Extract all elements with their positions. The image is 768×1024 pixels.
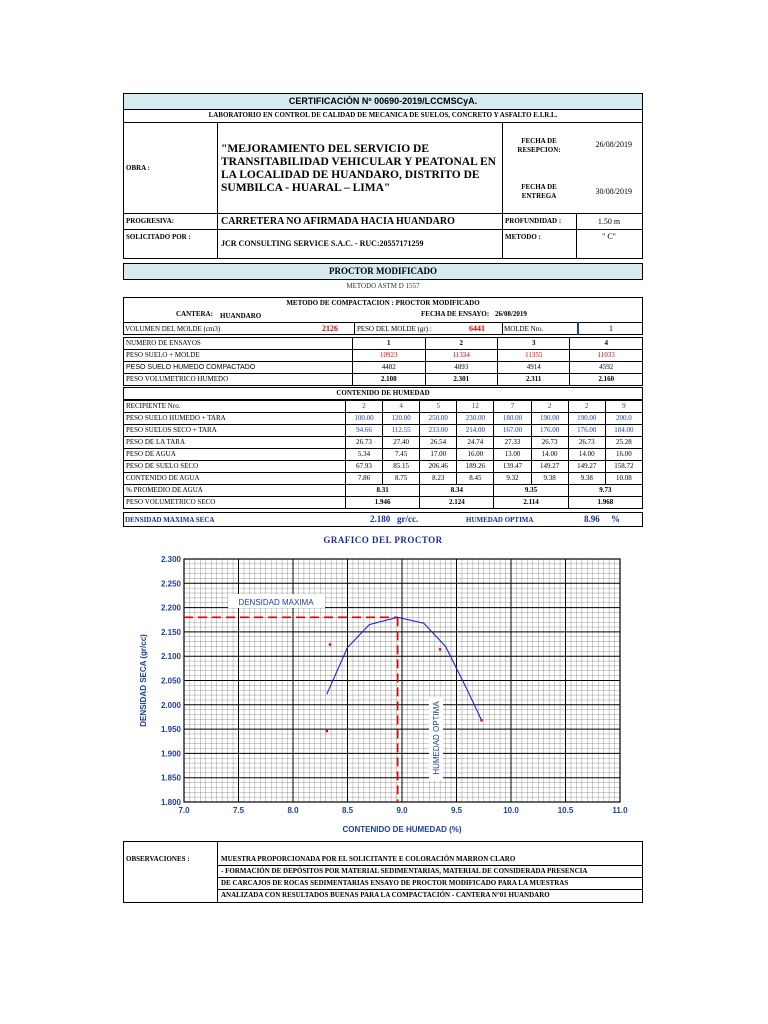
y-tick-label: 1.850 xyxy=(160,773,181,783)
row-label: % PROMEDIO DE AGUA xyxy=(124,485,346,497)
y-tick-label: 2.100 xyxy=(160,652,181,662)
table-cell: 2 xyxy=(425,338,497,350)
volumen-value: 2126 xyxy=(322,324,338,333)
density-table xyxy=(123,337,643,386)
table-row xyxy=(124,338,643,350)
humedad-optima-unit: % xyxy=(611,514,620,524)
table-cell: 10.08 xyxy=(605,473,642,485)
table-cell: 94.66 xyxy=(346,425,383,437)
data-point xyxy=(480,719,482,721)
table-cell: 16.00 xyxy=(457,449,494,461)
table-cell: 8.34 xyxy=(420,485,494,497)
proctor-title: PROCTOR MODIFICADO xyxy=(328,266,438,276)
table-cell: 11033 xyxy=(570,350,643,362)
y-tick-label: 2.250 xyxy=(160,579,181,589)
table-cell: 11334 xyxy=(425,350,497,362)
x-tick-label: 7.0 xyxy=(178,806,190,815)
table-cell: 149.27 xyxy=(568,461,605,473)
table-row xyxy=(124,449,643,461)
table-cell: 26.54 xyxy=(420,437,457,449)
table-cell: 139.47 xyxy=(494,461,531,473)
row-label: CONTENIDO DE AGUA xyxy=(124,473,346,485)
profundidad-label: PROFUNDIDAD : xyxy=(505,217,562,225)
table-row xyxy=(124,473,643,485)
table-cell: 7.86 xyxy=(346,473,383,485)
table-cell: 2.301 xyxy=(425,374,497,386)
table-row xyxy=(124,350,643,362)
y-tick-label: 2.050 xyxy=(160,676,181,686)
y-tick-label: 2.200 xyxy=(160,603,181,613)
table-cell: 120.00 xyxy=(383,413,420,425)
table-cell: 9.35 xyxy=(494,485,568,497)
y-tick-label: 2.300 xyxy=(160,555,181,564)
table-cell: 24.74 xyxy=(457,437,494,449)
densidad-maxima-value: 2.180 xyxy=(370,514,391,524)
proctor-chart xyxy=(0,540,768,840)
chart-title: GRAFICO DEL PROCTOR xyxy=(323,535,443,545)
obra-text: "MEJORAMIENTO DEL SERVICIO DE TRANSITABILIDAD VEHICULAR Y PEATONAL EN LA LOCALIDAD DE HUANDARO, DISTRITO DE SUMBILCA - HUARAL – LIMA" xyxy=(221,143,496,194)
table-cell: 190.00 xyxy=(531,413,568,425)
table-cell: 180.00 xyxy=(494,413,531,425)
table-cell: 27.40 xyxy=(383,437,420,449)
table-cell: 233.00 xyxy=(420,425,457,437)
table-cell: 9 xyxy=(605,401,642,413)
table-cell: 206.46 xyxy=(420,461,457,473)
table-cell: 1.968 xyxy=(568,497,642,509)
metodo-value: " C" xyxy=(602,232,616,241)
y-axis-label: DENSIDAD SECA (gr/cc) xyxy=(139,634,148,727)
table-cell: 14.00 xyxy=(531,449,568,461)
fecha-ensayo-value: 26/08/2019 xyxy=(495,310,527,318)
y-tick-label: 1.950 xyxy=(160,725,181,735)
y-tick-label: 1.900 xyxy=(160,749,181,759)
table-cell: 184.00 xyxy=(605,425,642,437)
observaciones-label: OBSERVACIONES : xyxy=(126,855,190,863)
table-cell: 9.32 xyxy=(494,473,531,485)
humedad-table xyxy=(123,400,643,509)
row-label: PESO SUELOS SECO + TARA xyxy=(124,425,346,437)
profundidad-value: 1.50 m xyxy=(597,217,621,226)
table-cell: 158.72 xyxy=(605,461,642,473)
humedad-optima-label: HUMEDAD OPTIMA xyxy=(466,516,534,524)
peso-molde-value: 6441 xyxy=(469,324,485,333)
table-cell: 4893 xyxy=(425,362,497,374)
fecha-ensayo-label: FECHA DE ENSAYO: xyxy=(421,310,490,318)
observacion-line-1: MUESTRA PROPORCIONADA POR EL SOLICITANTE E COLORACIÓN MARRON CLARO xyxy=(221,855,516,863)
table-row xyxy=(124,374,643,386)
table-cell: 1 xyxy=(353,338,425,350)
table-cell: 230.00 xyxy=(457,413,494,425)
densidad-maxima-unit: gr/cc. xyxy=(397,514,419,524)
data-point xyxy=(439,648,441,650)
observacion-line-3: DE CARCAJOS DE ROCAS SEDIMENTARIAS ENSAYO DE PROCTOR MODIFICADO PARA LA MUESTRAS xyxy=(221,879,569,887)
x-tick-label: 9.0 xyxy=(396,806,408,815)
solicitado-label: SOLICITADO POR : xyxy=(126,233,191,241)
table-cell: 8.31 xyxy=(346,485,420,497)
humedad-title: CONTENIDO DE HUMEDAD xyxy=(336,389,430,397)
observacion-line-4: ANALIZADA CON RESULTADOS BUENAS PARA LA COMPACTACIÓN - CANTERA N°01 HUANDARO xyxy=(221,891,550,899)
table-cell: 10923 xyxy=(353,350,425,362)
table-cell: 1.946 xyxy=(346,497,420,509)
table-cell: 189.26 xyxy=(457,461,494,473)
table-cell: 13.00 xyxy=(494,449,531,461)
table-cell: 112.55 xyxy=(383,425,420,437)
row-label: PESO DE AGUA xyxy=(124,449,346,461)
table-cell: 214.00 xyxy=(457,425,494,437)
x-tick-label: 10.5 xyxy=(557,806,574,815)
metodo-compactacion: METODO DE COMPACTACION : PROCTOR MODIFICADO xyxy=(286,299,480,307)
certificacion-title: CERTIFICACIÓN Nº 00690-2019/LCCMSCyA. xyxy=(288,96,478,106)
table-cell: 2.124 xyxy=(420,497,494,509)
table-cell: 190.00 xyxy=(568,413,605,425)
table-cell: 7.45 xyxy=(383,449,420,461)
table-cell: 8.45 xyxy=(457,473,494,485)
humedad-optima-value: 8.96 xyxy=(584,514,600,524)
table-cell: 26.73 xyxy=(531,437,568,449)
table-row xyxy=(124,401,643,413)
table-cell: 176.00 xyxy=(568,425,605,437)
metodo-astm: METODO ASTM D 1557 xyxy=(346,282,420,290)
table-cell: 85.15 xyxy=(383,461,420,473)
row-label: PESO DE LA TARA xyxy=(124,437,346,449)
table-cell: 26.73 xyxy=(346,437,383,449)
y-tick-label: 2.150 xyxy=(160,627,181,637)
table-cell: 149.27 xyxy=(531,461,568,473)
table-cell: 4 xyxy=(383,401,420,413)
table-cell: 4914 xyxy=(498,362,570,374)
x-tick-label: 8.5 xyxy=(341,806,354,815)
x-tick-label: 11.0 xyxy=(612,806,628,815)
table-row xyxy=(124,425,643,437)
table-cell: 25.28 xyxy=(605,437,642,449)
table-cell: 250.00 xyxy=(420,413,457,425)
table-cell: 9.38 xyxy=(531,473,568,485)
table-row xyxy=(124,485,643,497)
obra-label: OBRA : xyxy=(126,164,150,172)
cantera-value: HUANDARO xyxy=(220,312,262,320)
data-point xyxy=(326,730,328,732)
table-cell: 7 xyxy=(494,401,531,413)
table-cell: 2.160 xyxy=(570,374,643,386)
fecha-entrega-value: 30/08/2019 xyxy=(595,187,632,196)
table-cell: 67.93 xyxy=(346,461,383,473)
row-label: PESO VOLUMETRICO HUMEDO xyxy=(124,374,353,386)
volumen-label: VOLUMEN DEL MOLDE (cm3) xyxy=(125,325,221,333)
row-label: PESO VOLUMETRICO SECO xyxy=(124,497,346,509)
table-cell: 200.0 xyxy=(605,413,642,425)
table-cell: 8.23 xyxy=(420,473,457,485)
table-cell: 2 xyxy=(346,401,383,413)
table-row xyxy=(124,437,643,449)
table-cell: 14.00 xyxy=(568,449,605,461)
table-cell: 5.34 xyxy=(346,449,383,461)
table-cell: 12 xyxy=(457,401,494,413)
annotation-max-density: DENSIDAD MAXIMA xyxy=(238,598,314,607)
table-cell: 26.73 xyxy=(568,437,605,449)
table-row xyxy=(124,413,643,425)
table-cell: 17.00 xyxy=(420,449,457,461)
x-tick-label: 7.5 xyxy=(232,806,245,815)
metodo-label: METODO : xyxy=(505,233,541,241)
table-cell: 9.38 xyxy=(568,473,605,485)
progresiva-value: CARRETERA NO AFIRMADA HACIA HUANDARO xyxy=(221,216,455,227)
table-row xyxy=(124,497,643,509)
progresiva-label: PROGRESIVA: xyxy=(126,217,175,225)
row-label: RECIPIENTE Nro. xyxy=(124,401,346,413)
table-cell: 2.108 xyxy=(353,374,425,386)
table-cell: 16.00 xyxy=(605,449,642,461)
table-cell: 4 xyxy=(570,338,643,350)
laboratorio-title: LABORATORIO EN CONTROL DE CALIDAD DE MECANICA DE SUELOS, CONCRETO Y ASFALTO E.I.R.L. xyxy=(208,111,558,119)
table-cell: 176.00 xyxy=(531,425,568,437)
observacion-line-2: - FORMACIÓN DE DEPÓSITOS POR MATERIAL SEDIMENTARIAS, MATERIAL DE CONSIDERADA PRESENCIA xyxy=(221,867,588,875)
table-cell: 11355 xyxy=(498,350,570,362)
table-cell: 100.00 xyxy=(346,413,383,425)
row-label: PESO SUELO + MOLDE xyxy=(124,350,353,362)
table-cell: 2 xyxy=(568,401,605,413)
x-tick-label: 9.5 xyxy=(450,806,463,815)
annotation-optimum-moisture: HUMEDAD OPTIMA xyxy=(432,701,441,775)
row-label: PESO SUELO HUMEDO COMPACTADO xyxy=(124,362,353,374)
table-cell: 27.33 xyxy=(494,437,531,449)
data-point xyxy=(329,643,331,645)
x-axis-label: CONTENIDO DE HUMEDAD (%) xyxy=(342,825,462,834)
table-cell: 4592 xyxy=(570,362,643,374)
fecha-entrega-label: FECHA DE ENTREGA xyxy=(521,183,557,200)
row-label: PESO SUELO HUMEDO + TARA xyxy=(124,413,346,425)
cantera-label: CANTERA: xyxy=(176,310,213,318)
x-tick-label: 10.0 xyxy=(503,806,519,815)
table-cell: 3 xyxy=(498,338,570,350)
fecha-recepcion-label: FECHA DE RESEPCION: xyxy=(517,137,561,154)
row-label: PESO DE SUELO SECO xyxy=(124,461,346,473)
molde-no-value: 1 xyxy=(609,324,613,333)
y-tick-label: 2.000 xyxy=(160,700,181,710)
molde-no-label: MOLDE Nro. xyxy=(504,325,544,333)
table-row xyxy=(124,461,643,473)
peso-molde-label: PESO DEL MOLDE (gr) : xyxy=(357,325,432,333)
row-label: NUMERO DE ENSAYOS xyxy=(124,338,353,350)
table-cell: 5 xyxy=(420,401,457,413)
fecha-recepcion-value: 26/08/2019 xyxy=(595,140,632,149)
table-cell: 9.73 xyxy=(568,485,642,497)
x-tick-label: 8.0 xyxy=(287,806,299,815)
table-row xyxy=(124,362,643,374)
table-cell: 167.00 xyxy=(494,425,531,437)
table-cell: 2.311 xyxy=(498,374,570,386)
solicitado-value: JCR CONSULTING SERVICE S.A.C. - RUC:20557171259 xyxy=(221,239,424,248)
table-cell: 8.75 xyxy=(383,473,420,485)
table-cell: 4482 xyxy=(353,362,425,374)
y-tick-label: 1.800 xyxy=(160,798,181,807)
table-cell: 2.114 xyxy=(494,497,568,509)
table-cell: 2 xyxy=(531,401,568,413)
densidad-maxima-label: DENSIDAD MAXIMA SECA xyxy=(125,516,215,524)
